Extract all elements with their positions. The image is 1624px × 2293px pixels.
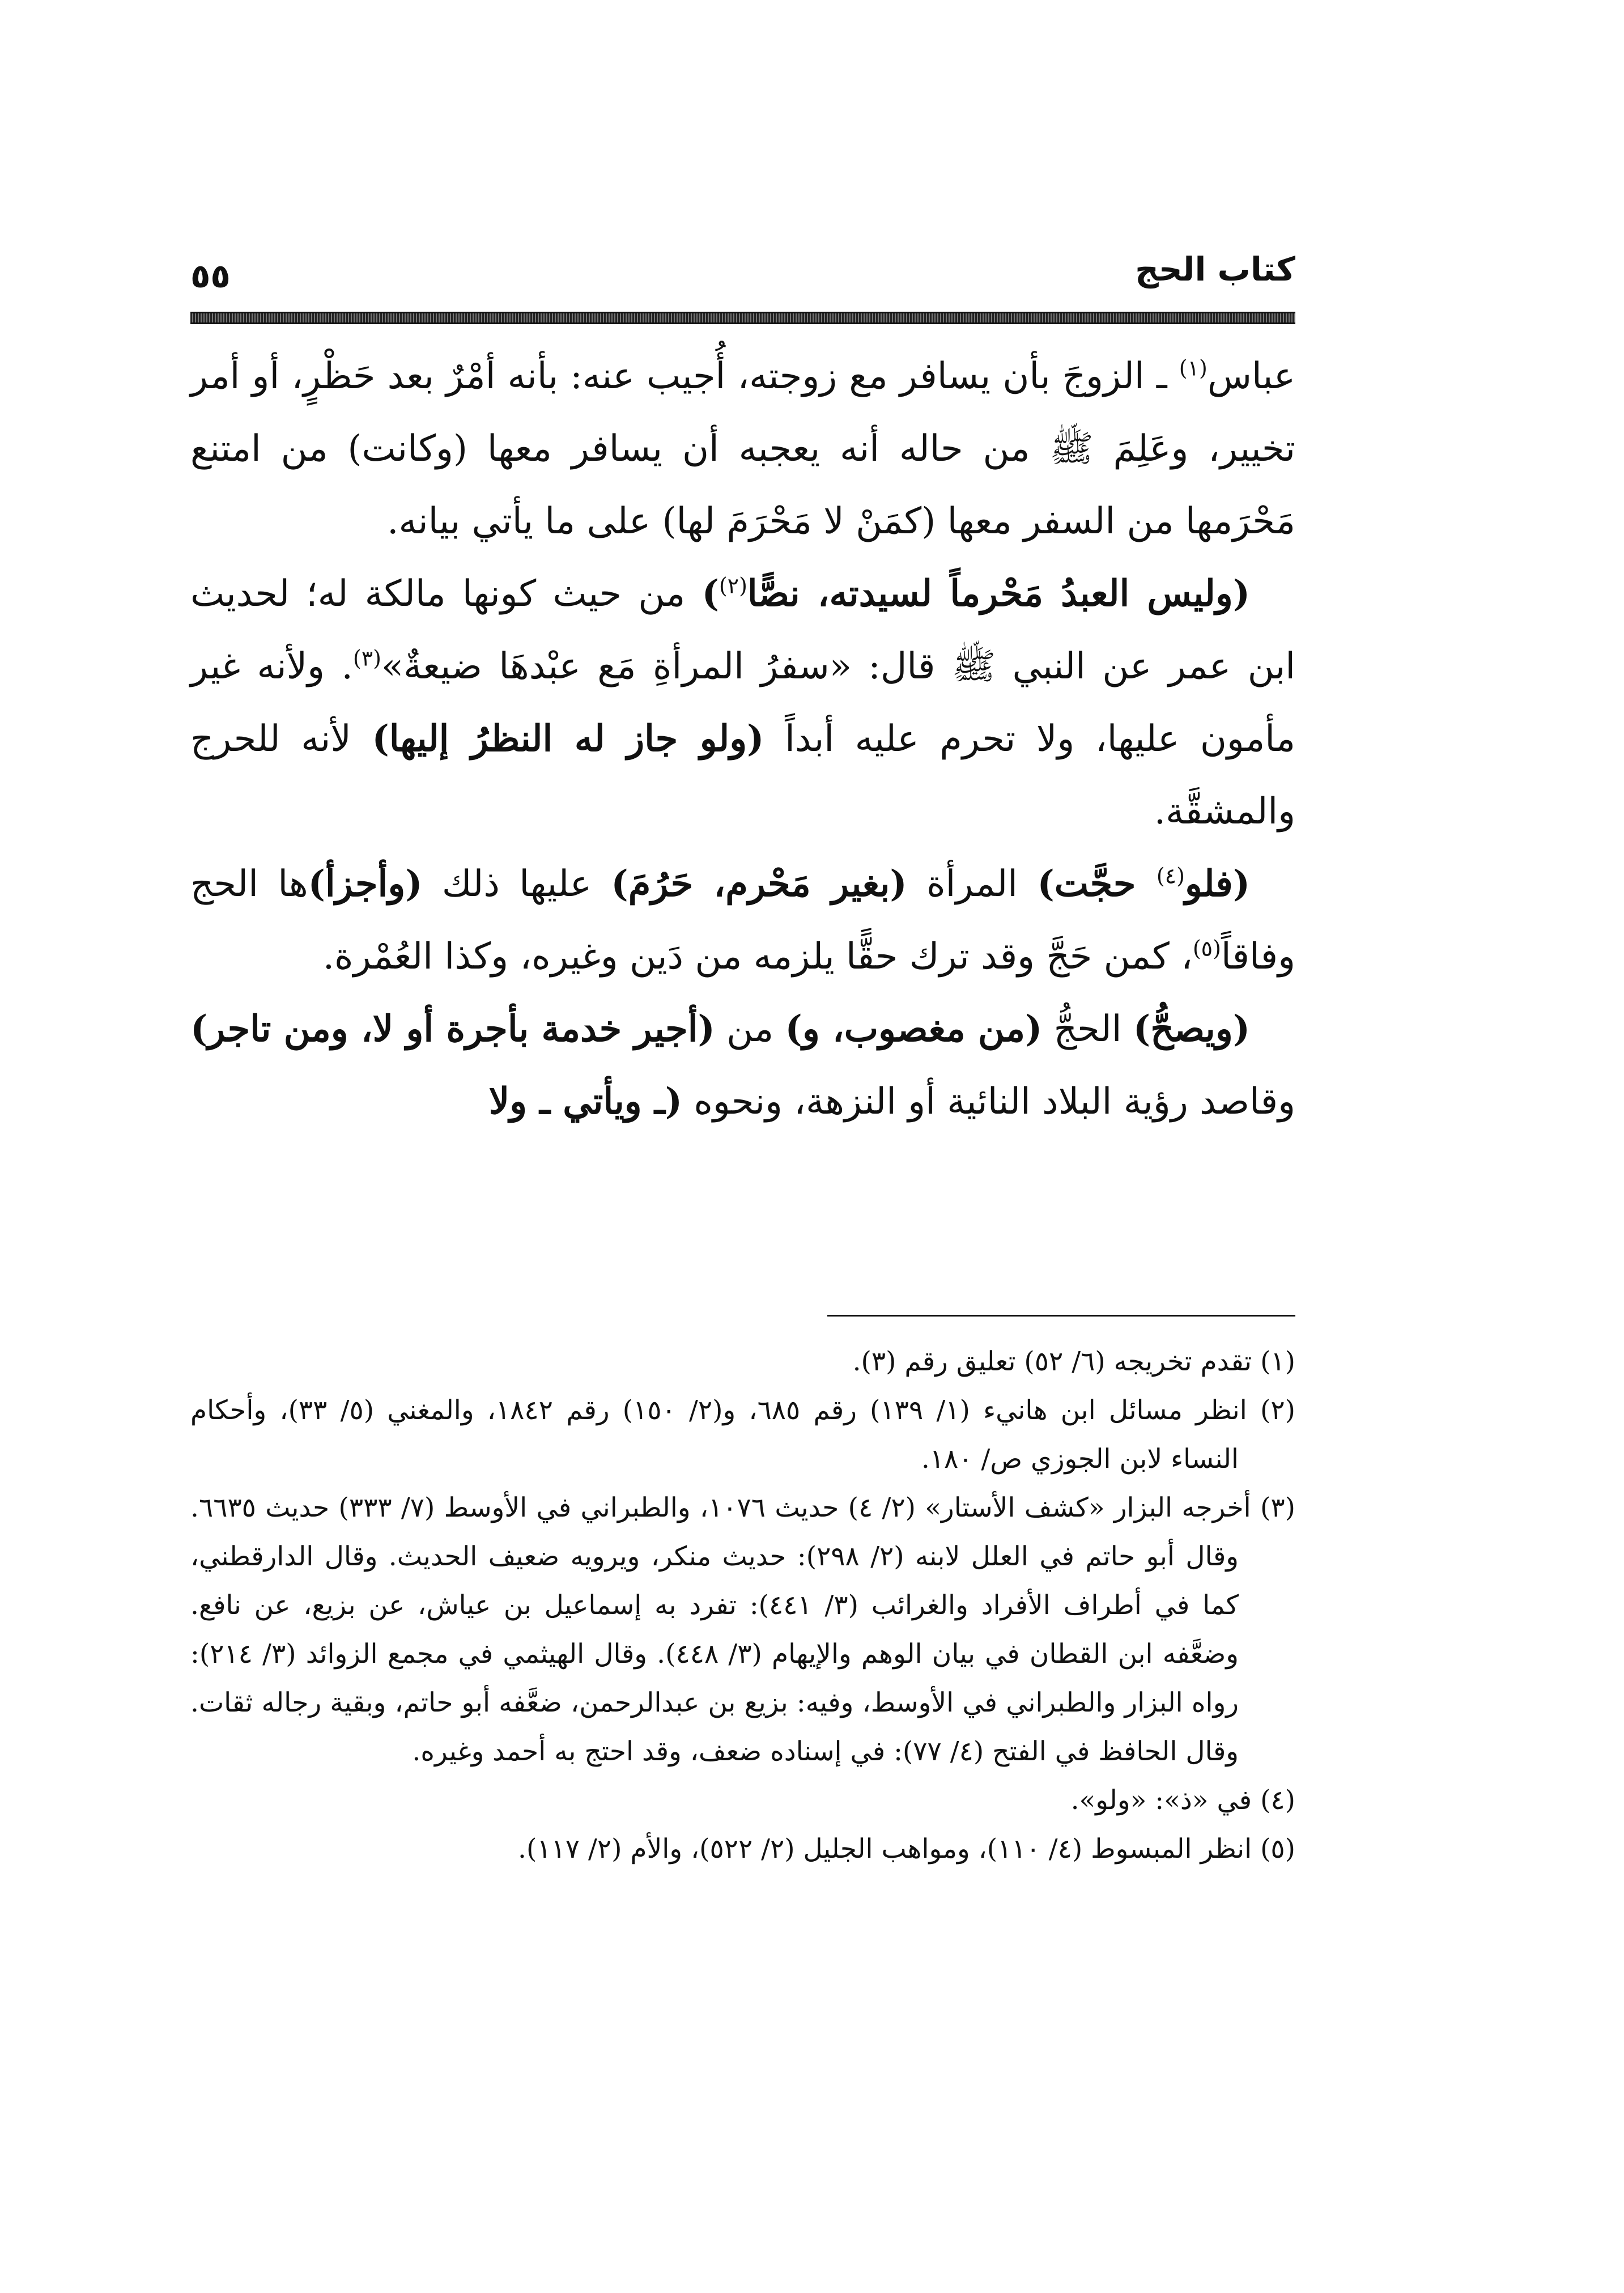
text-run: عباس (1207, 355, 1295, 397)
text-run: من حيث كونها مالكة له؛ لحديث ابن عمر عن النبي ﷺ قال: «سفرُ المرأةِ مَع عبْدهَا ضيعةٌ» (190, 573, 1296, 687)
page-number: ٥٥ (190, 257, 231, 295)
header-rule (190, 312, 1295, 324)
paragraph-1 (190, 340, 1295, 558)
text-run: الحجُّ (1042, 1008, 1133, 1050)
footnotes (190, 1337, 1295, 1874)
footnote-2: (٢) انظر مسائل ابن هانيء (١/ ١٣٩) رقم ٦٨٥، و(٢/ ١٥٠) رقم ١٨٤٢، والمغني (٥/ ٣٣)، وأحكام النساء لابن الجوزي ص/ ١٨٠. (190, 1395, 1295, 1475)
matn-text: (ـ ويأتي ـ ولا (488, 1080, 682, 1123)
paragraph-2 (190, 558, 1295, 848)
matn-text: (من مغصوب، و) (785, 1008, 1043, 1050)
footnote-1: (١) تقدم تخريجه (٦/ ٥٢) تعليق رقم (٣). (852, 1346, 1295, 1377)
footnote-separator (827, 1315, 1295, 1317)
matn-text: (ولو جاز له النظرُ إليها) (372, 717, 764, 760)
footnote-4: (٤) في «ذ»: «ولو». (1070, 1785, 1295, 1816)
main-text (190, 340, 1295, 1138)
text-run: لأنه للحرج والمشقَّة. (190, 718, 1295, 833)
text-run: المرأة (907, 863, 1038, 905)
matn-text: (أجير خدمة بأجرة أو لا، ومن تاجر) (190, 1008, 715, 1050)
matn-text: (بغير مَحْرم، حَرُمَ) (611, 863, 907, 905)
text-run: . ولأنه غير مأمون عليها، ولا تحرم عليه أبداً (190, 646, 1296, 760)
matn-text: (وليس العبدُ مَحْرماً لسيدته، نصًّا (747, 572, 1251, 615)
footnote-ref-3: (٣) (352, 646, 381, 671)
text-run: وقاصد رؤية البلاد النائية أو النزهة، ونحوه (682, 1081, 1295, 1123)
matn-text: حجَّت) (1037, 863, 1157, 905)
footnote-5: (٥) انظر المبسوط (٤/ ١١٠)، ومواهب الجليل (٢/ ٥٢٢)، والأم (٢/ ١١٧). (518, 1833, 1295, 1865)
matn-text: (وأجزأ) (308, 863, 423, 905)
footnote-3: (٣) أخرجه البزار «كشف الأستار» (٢/ ٤) حديث ١٠٧٦، والطبراني في الأوسط (٧/ ٣٣٣) حديث ٦٦٣٥. وقال أبو حاتم في العلل لابنه (٢/ ٢٩٨): حديث منكر، ويرويه ضعيف الحديث. وقال الدارقطني، كما في أطراف الأفراد والغرائب (٣/ ٤٤١): تفرد به إسماعيل بن عياش، عن بزيع، عن نافع. وضعَّفه ابن القطان في بيان الوهم والإيهام (٣/ ٤٤٨). وقال الهيثمي في مجمع الزوائد (٣/ ٢١٤): رواه البزار والطبراني في الأوسط، وفيه: بزيع بن عبدالرحمن، ضعَّفه أبو حاتم، وبقية رجاله ثقات. وقال الحافظ في الفتح (٤/ ٧٧): في إسناده ضعف، وقد احتج به أحمد وغيره. (190, 1492, 1295, 1767)
text-run: ها الحج وفاقاً (190, 863, 1295, 978)
footnote-ref-5: (٥) (1192, 936, 1221, 961)
matn-text: (ويصحُّ) (1133, 1008, 1251, 1050)
running-header (190, 244, 1295, 306)
footnote-ref-2: (٢) (719, 573, 747, 598)
footnote-ref-1: (١) (1179, 355, 1208, 381)
footnote-ref-4: (٤) (1156, 863, 1185, 889)
text-run: ـ الزوجَ بأن يسافر مع زوجته، أُجيب عنه: بأنه أمْرٌ بعد حَظْرٍ، أو أمر تخيير، وعَلِمَ ﷺ من حاله أنه يعجبه أن يسافر معها (وكانت) من امتنع مَحْرَمها من السفر معها (كمَنْ لا مَحْرَمَ لها) على ما يأتي بيانه. (190, 355, 1295, 542)
text-run: من (715, 1008, 785, 1050)
paragraph-3 (190, 848, 1295, 993)
text-run: ، كمن حَجَّ وقد ترك حقًّا يلزمه من دَين وغيره، وكذا العُمْرة. (322, 936, 1193, 978)
paragraph-4 (190, 993, 1295, 1138)
matn-text: (فلو (1184, 863, 1251, 905)
text-run: عليها ذلك (422, 863, 611, 905)
matn-text: ) (702, 572, 719, 615)
chapter-title: كتاب الحج (1135, 250, 1295, 288)
